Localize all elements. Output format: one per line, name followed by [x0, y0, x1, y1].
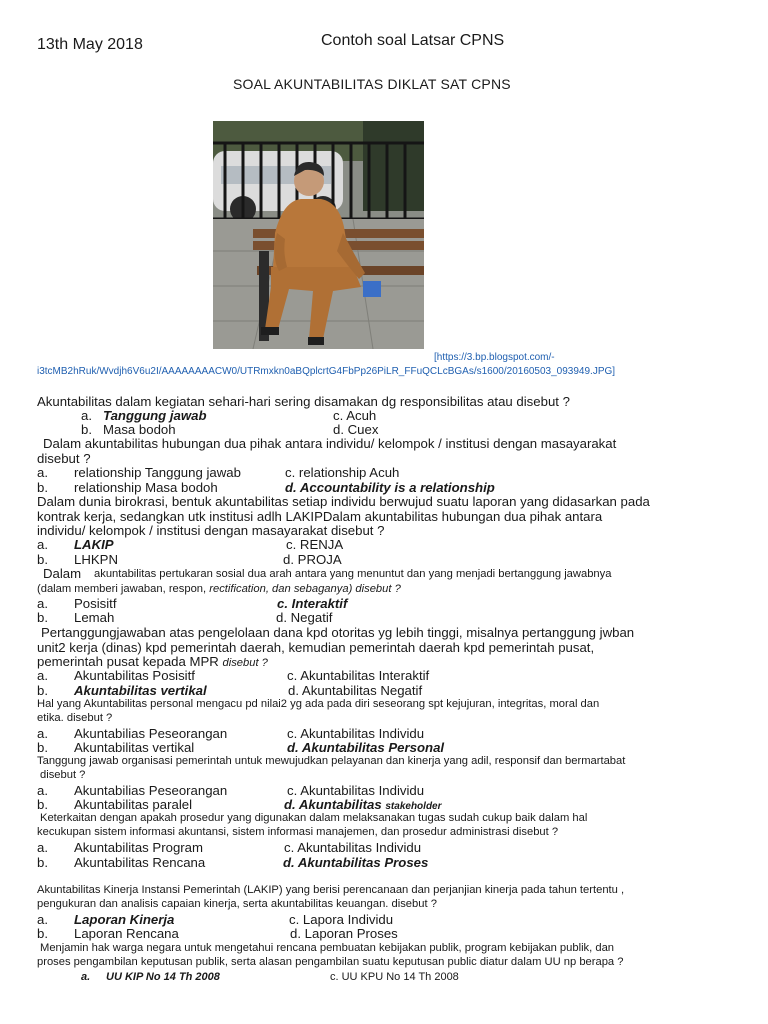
q5-option-b: Akuntabilitas vertikal: [74, 683, 207, 698]
q3-option-b: LHKPN: [74, 552, 118, 567]
q5-option-c: c. Akuntabilitas Interaktif: [287, 668, 430, 683]
question-10-line1: Menjamin hak warga negara untuk mengetahui rencana pembuatan kebijakan publik, program kebijakan publik, dan: [40, 942, 615, 954]
q2-option-a: relationship Tanggung jawab: [74, 465, 241, 480]
q7-option-d: [284, 797, 442, 812]
question-1-text: Akuntabilitas dalam kegiatan sehari-hari sering disamakan dg responsibilitas atau disebut ?: [37, 394, 570, 409]
question-10-line2: proses pengambilan keputusan publik, serta alasan pengambilan suatu keputusan public diatur dalam UU np berapa ?: [37, 956, 624, 968]
q10-option-c: c. UU KPU No 14 Th 2008: [330, 971, 459, 983]
q9-option-d: d. Laporan Proses: [290, 926, 398, 941]
q8-option-d: d. Akuntabilitas Proses: [283, 855, 429, 870]
q3-option-b-letter: b.: [37, 552, 48, 567]
q6-option-b-letter: b.: [37, 740, 48, 755]
q1-option-a: Tanggung jawab: [103, 408, 207, 423]
q4-option-a: Posisitf: [74, 596, 117, 611]
question-6-line1: Hal yang Akuntabilitas personal mengacu pd nilai2 yg ada pada diri seseorang spt kejujuran, integritas, moral dan: [37, 698, 600, 710]
question-4-line2-italic: rectification, dan sebaganya) disebut ?: [209, 583, 401, 595]
q5-option-a-letter: a.: [37, 668, 48, 683]
question-3-line2: kontrak kerja, sedangkan utk institusi adlh LAKIPDalam akuntabilitas hubungan dua pihak antara: [37, 509, 603, 524]
q7-option-c: c. Akuntabilitas Individu: [287, 783, 425, 798]
q4-option-c: c. Interaktif: [277, 596, 348, 611]
q1-option-d: d. Cuex: [333, 422, 379, 437]
q3-option-a-letter: a.: [37, 537, 48, 552]
photo-man-on-bench: [213, 121, 424, 349]
question-9-line2: pengukuran dan analisis capaian kinerja, serta akuntabilitas keuangan. disebut ?: [37, 898, 437, 910]
q9-option-a-letter: a.: [37, 912, 48, 927]
question-5-line1: Pertanggungjawaban atas pengelolaan dana kpd otoritas yg lebih tinggi, misalnya pertanggung jwban: [41, 625, 635, 640]
q3-option-d: d. PROJA: [283, 552, 342, 567]
q3-option-c: c. RENJA: [286, 537, 344, 552]
q6-option-a-letter: a.: [37, 726, 48, 741]
q1-option-c: c. Acuh: [333, 408, 377, 423]
q6-option-a: Akuntabilias Peseorangan: [74, 726, 228, 741]
question-2-line1: Dalam akuntabilitas hubungan dua pihak antara individu/ kelompok / institusi dengan masayarakat: [43, 436, 617, 451]
q4-option-b-letter: b.: [37, 610, 48, 625]
q8-option-a: Akuntabilitas Program: [74, 840, 204, 855]
question-4-line2: [37, 583, 401, 595]
q10-option-a: UU KIP No 14 Th 2008: [106, 971, 220, 983]
question-5-line3-italic: disebut ?: [222, 657, 268, 669]
post-title[interactable]: Contoh soal Latsar CPNS: [321, 32, 505, 49]
q4-option-a-letter: a.: [37, 596, 48, 611]
q5-option-a: Akuntabilitas Posisitf: [74, 668, 195, 683]
q4-option-b: Lemah: [74, 610, 115, 625]
image-source-link-line1[interactable]: [https://3.bp.blogspot.com/-: [434, 352, 555, 363]
q2-option-a-letter: a.: [37, 465, 48, 480]
q7-option-d-tag: stakeholder: [385, 801, 442, 812]
q8-option-a-letter: a.: [37, 840, 48, 855]
question-8-line1: Keterkaitan dengan apakah prosedur yang digunakan dalam melaksanakan tugas sudah cukup baik dalam hal: [40, 812, 588, 824]
post-date: 13th May 2018: [37, 36, 143, 53]
q9-option-b: Laporan Rencana: [74, 926, 179, 941]
q9-option-b-letter: b.: [37, 926, 48, 941]
q10-option-a-letter: a.: [81, 971, 91, 983]
question-3-line3: individu/ kelompok / institusi dengan masayarakat disebut ?: [37, 523, 385, 538]
question-2-line2: disebut ?: [37, 451, 91, 466]
q4-option-d: d. Negatif: [276, 610, 333, 625]
q3-option-a: LAKIP: [74, 537, 114, 552]
q2-option-d: d. Accountability is a relationship: [285, 480, 495, 495]
question-5-line3: [37, 654, 268, 669]
q8-option-c: c. Akuntabilitas Individu: [284, 840, 422, 855]
q1-option-b: Masa bodoh: [103, 422, 176, 437]
q7-option-a: Akuntabilias Peseorangan: [74, 783, 228, 798]
question-7-line1: Tanggung jawab organisasi pemerintah untuk mewujudkan pelayanan dan kinerja yang adil, responsif dan bermartabat: [37, 755, 626, 767]
question-7-line2: disebut ?: [40, 769, 86, 781]
document-subtitle: SOAL AKUNTABILITAS DIKLAT SAT CPNS: [233, 76, 511, 92]
question-5-line2: unit2 kerja (dinas) kpd pemerintah daerah, kemudian pemerintah daerah kpd pemerintah pusat,: [37, 640, 595, 655]
image-source-link-line2[interactable]: i3tcMB2hRuk/Wvdjh6V6u2I/AAAAAAAACW0/UTRmxkn0aBQplcrtG4FbPp26PiLR_FFuQCLcBGAs/s1600/20160503_093949.JPG]: [37, 366, 616, 377]
q1-option-a-letter: a.: [81, 408, 92, 423]
q5-option-b-letter: b.: [37, 683, 48, 698]
question-4-line2-start: (dalam memberi jawaban, respon,: [37, 583, 207, 595]
q6-option-d: d. Akuntabilitas Personal: [287, 740, 445, 755]
question-9-line1: Akuntabilitas Kinerja Instansi Pemerintah (LAKIP) yang berisi perencanaan dan perjanjian kinerja pada tahun tertentu ,: [37, 884, 625, 896]
q7-option-b-letter: b.: [37, 797, 48, 812]
q2-option-b-letter: b.: [37, 480, 48, 495]
question-6-line2: etika. disebut ?: [37, 712, 113, 724]
q1-option-b-letter: b.: [81, 422, 92, 437]
q8-option-b: Akuntabilitas Rencana: [74, 855, 206, 870]
q6-option-b: Akuntabilitas vertikal: [74, 740, 195, 755]
q7-option-b: Akuntabilitas paralel: [74, 797, 193, 812]
question-4-line1: akuntabilitas pertukaran sosial dua arah antara yang menuntut dan yang menjadi bertanggung jawabnya: [94, 568, 612, 580]
q6-option-c: c. Akuntabilitas Individu: [287, 726, 425, 741]
q5-option-d: d. Akuntabilitas Negatif: [288, 683, 423, 698]
q7-option-a-letter: a.: [37, 783, 48, 798]
q9-option-a: Laporan Kinerja: [74, 912, 175, 927]
q8-option-b-letter: b.: [37, 855, 48, 870]
question-3-line1: Dalam dunia birokrasi, bentuk akuntabilitas setiap individu berwujud suatu laporan yang didasarkan pada: [37, 494, 650, 509]
question-8-line2: kecukupan sistem informasi akuntansi, sistem informasi manajemen, dan prosedur administrasi disebut ?: [37, 826, 559, 838]
q7-option-d-text: d. Akuntabilitas: [284, 797, 382, 812]
q2-option-b: relationship Masa bodoh: [74, 480, 218, 495]
q2-option-c: c. relationship Acuh: [285, 465, 400, 480]
question-4-lead: Dalam: [43, 566, 82, 581]
question-5-line3-text: pemerintah pusat kepada MPR: [37, 654, 219, 669]
q9-option-c: c. Lapora Individu: [289, 912, 394, 927]
